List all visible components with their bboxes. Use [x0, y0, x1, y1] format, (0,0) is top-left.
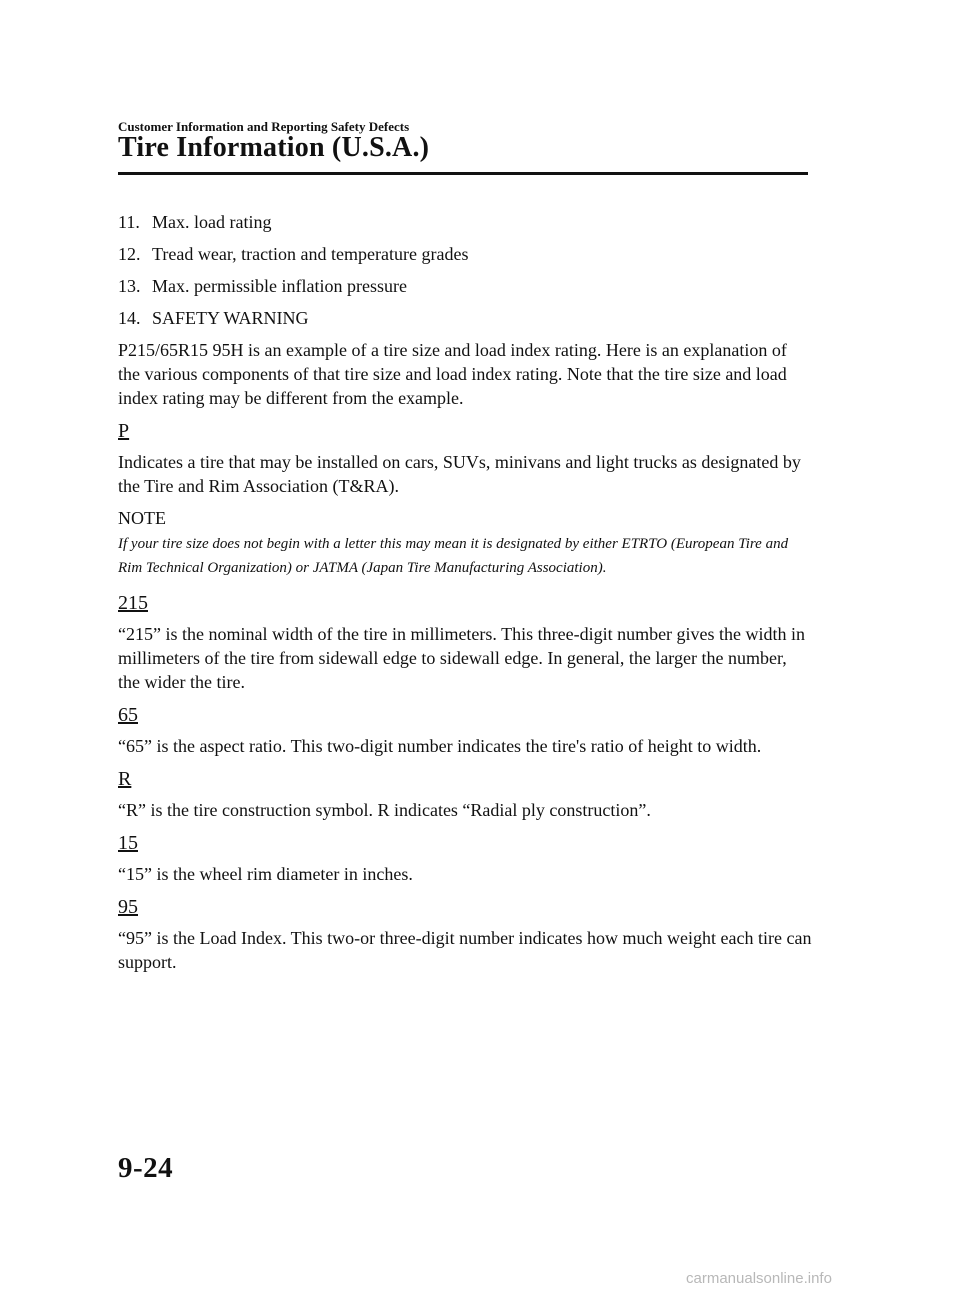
term-heading-p: P	[118, 420, 130, 442]
list-item	[118, 210, 813, 234]
list-item	[118, 242, 813, 266]
intro-paragraph: P215/65R15 95H is an example of a tire size and load index rating. Here is an explanation of the various components of that tire size and load index rating. Note that the tire size and load index rating may be different from the example.	[118, 340, 787, 408]
title-divider	[118, 172, 808, 175]
note-label: NOTE	[118, 508, 166, 528]
term-description-r: “R” is the tire construction symbol. R indicates “Radial ply construction”.	[118, 800, 651, 820]
list-item	[118, 274, 813, 298]
numbered-list	[118, 210, 813, 330]
page-title: Tire Information (U.S.A.)	[118, 132, 430, 163]
list-item-number: 12.	[118, 244, 141, 264]
list-item	[118, 306, 813, 330]
watermark: carmanualsonline.info	[686, 1270, 832, 1287]
term-description-p: Indicates a tire that may be installed on cars, SUVs, minivans and light trucks as designated by the Tire and Rim Association (T&RA).	[118, 452, 801, 496]
term-heading-15: 15	[118, 832, 138, 854]
list-item-number: 13.	[118, 276, 141, 296]
term-description-15: “15” is the wheel rim diameter in inches.	[118, 864, 413, 884]
section-label: Customer Information and Reporting Safety Defects	[118, 119, 410, 134]
term-heading-65: 65	[118, 704, 138, 726]
term-heading-95: 95	[118, 896, 138, 918]
term-heading-215: 215	[118, 592, 148, 614]
term-description-65: “65” is the aspect ratio. This two-digit number indicates the tire's ratio of height to width.	[118, 736, 762, 756]
page-number: 9-24	[118, 1152, 174, 1184]
list-item-text: Max. permissible inflation pressure	[152, 276, 407, 296]
page-content	[118, 210, 813, 982]
term-description-95: “95” is the Load Index. This two-or three-digit number indicates how much weight each tire can support.	[118, 928, 812, 972]
list-item-number: 14.	[118, 308, 141, 328]
list-item-number: 11.	[118, 212, 140, 232]
note-text: If your tire size does not begin with a letter this may mean it is designated by either ETRTO (European Tire and Rim Technical Organization) or JATMA (Japan Tire Manufacturing Association).	[118, 536, 789, 576]
term-heading-r: R	[118, 768, 132, 790]
list-item-text: Max. load rating	[152, 212, 272, 232]
list-item-text: Tread wear, traction and temperature grades	[152, 244, 469, 264]
term-description-215: “215” is the nominal width of the tire in millimeters. This three-digit number gives the width in millimeters of the tire from sidewall edge to sidewall edge. In general, the larger the number, the wider the tire.	[118, 624, 806, 692]
list-item-text: SAFETY WARNING	[152, 308, 309, 328]
